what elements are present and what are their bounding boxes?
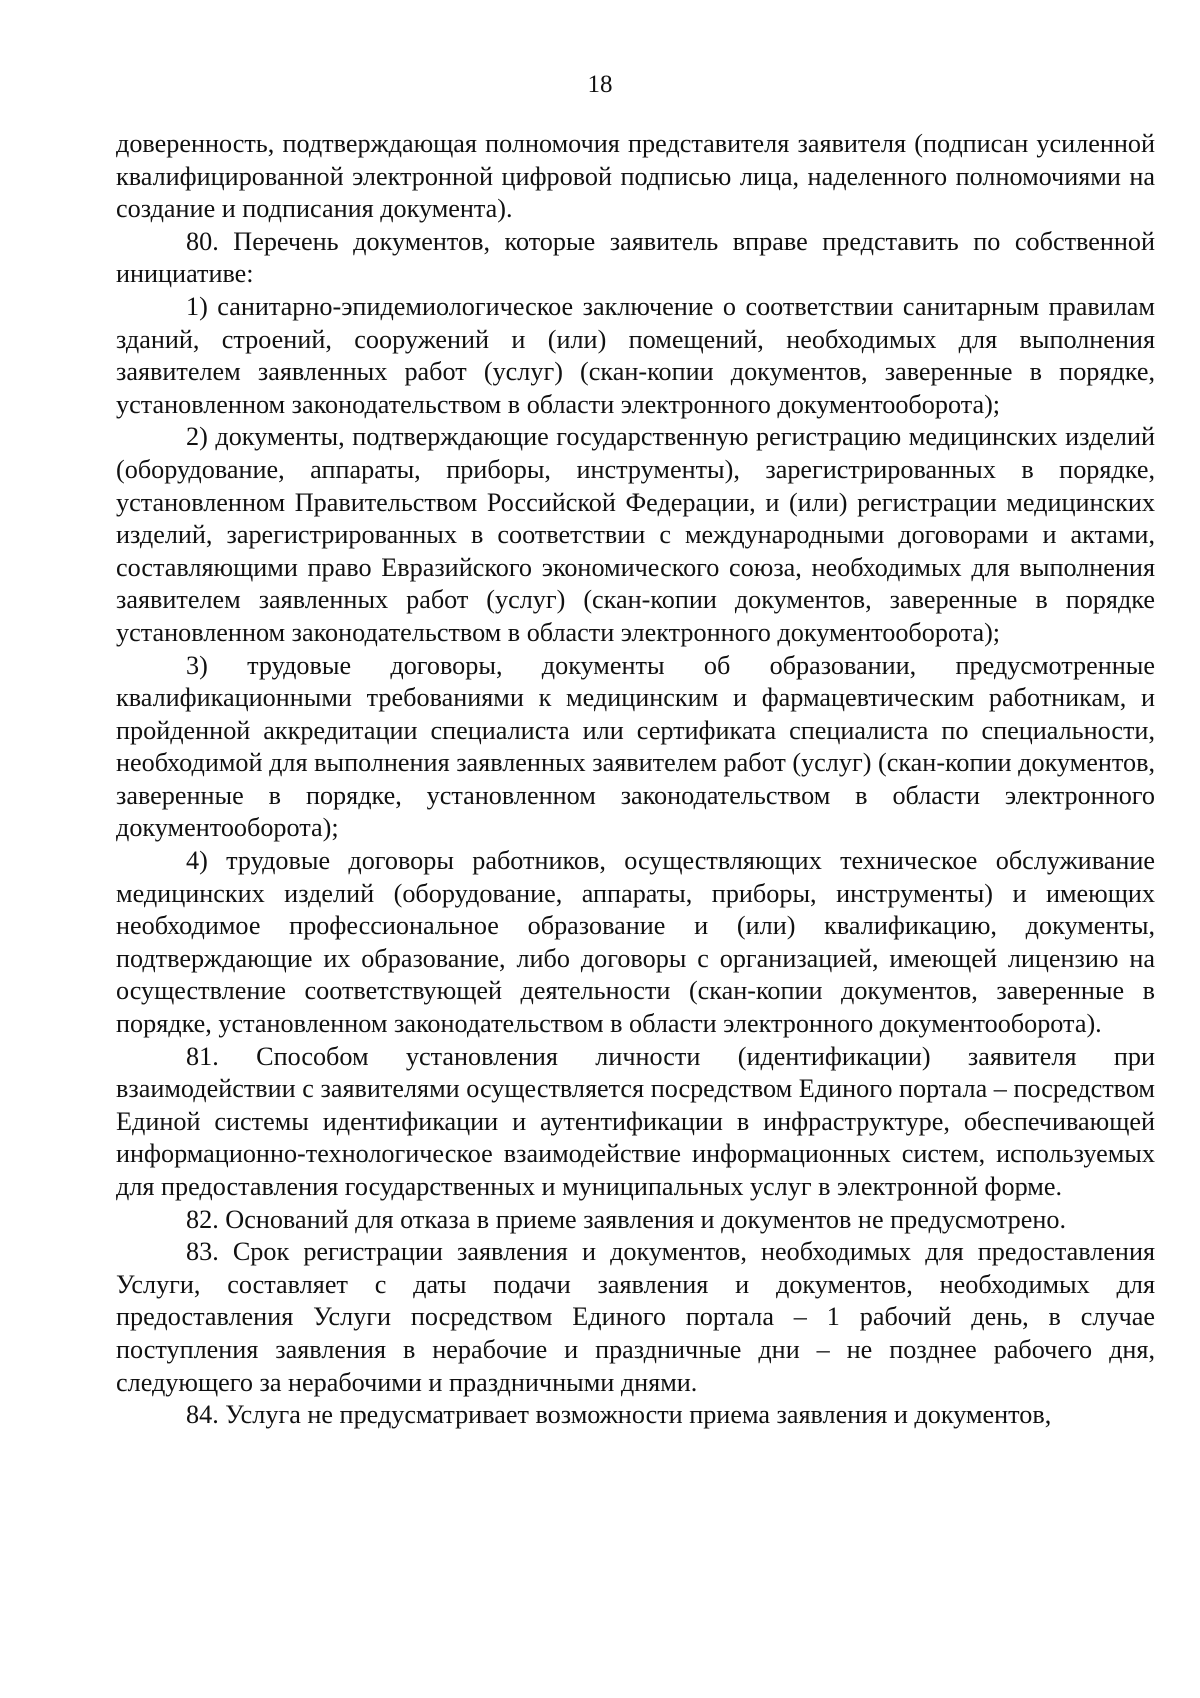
- paragraph-80-item-1: 1) санитарно-эпидемиологическое заключение о соответствии санитарным правилам зданий, строений, сооружений и (или) помещений, необходимых для выполнения заявителем заявленных работ (услуг) (скан-копии документов, заверенные в порядке, установленном законодательством в области электронного документооборота);: [116, 291, 1155, 419]
- paragraph-continuation: доверенность, подтверждающая полномочия представителя заявителя (подписан усиленной квалифицированной электронной цифровой подписью лица, наделенного полномочиями на создание и подписания документа).: [116, 129, 1155, 224]
- paragraph-84: 84. Услуга не предусматривает возможности приема заявления и документов,: [186, 1400, 1052, 1430]
- paragraph-80-item-3: 3) трудовые договоры, документы об образовании, предусмотренные квалификационными требованиями к медицинским и фармацевтическим работникам, и пройденной аккредитации специалиста или сертификата специалиста по специальности, необходимой для выполнения заявленных заявителем работ (услуг) (скан-копии документов, заверенные в порядке, установленном законодательством в области электронного документооборота);: [116, 650, 1155, 843]
- paragraph-80-item-2: 2) документы, подтверждающие государственную регистрацию медицинских изделий (оборудование, аппараты, приборы, инструменты), зарегистрированных в порядке, установленном Правительством Российской Федерации, и (или) регистрации медицинских изделий, зарегистрированных в соответствии с международными договорами и актами, составляющими право Евразийского экономического союза, необходимых для выполнения заявителем заявленных работ (услуг) (скан-копии документов, заверенные в порядке установленном законодательством в области электронного документооборота);: [116, 422, 1155, 647]
- page-number: 18: [587, 71, 613, 98]
- paragraph-81: 81. Способом установления личности (идентификации) заявителя при взаимодействии с заявителями осуществляется посредством Единого портала – посредством Единой системы идентификации и аутентификации в инфраструктуре, обеспечивающей информационно-технологическое взаимодействие информационных систем, используемых для предоставления государственных и муниципальных услуг в электронной форме.: [116, 1041, 1155, 1201]
- document-body: [116, 128, 1155, 1432]
- paragraph-82: 82. Оснований для отказа в приеме заявления и документов не предусмотрено.: [186, 1204, 1067, 1234]
- paragraph-80: 80. Перечень документов, которые заявитель вправе представить по собственной инициативе:: [116, 226, 1155, 289]
- paragraph-80-item-4: 4) трудовые договоры работников, осуществляющих техническое обслуживание медицинских изделий (оборудование, аппараты, приборы, инструменты) и имеющих необходимое профессиональное образование и (или) квалификацию, документы, подтверждающие их образование, либо договоры с организацией, имеющей лицензию на осуществление соответствующей деятельности (скан-копии документов, заверенные в порядке, установленном законодательством в области электронного документооборота).: [116, 846, 1155, 1039]
- paragraph-83: 83. Срок регистрации заявления и документов, необходимых для предоставления Услуги, составляет с даты подачи заявления и документов, необходимых для предоставления Услуги посредством Единого портала – 1 рабочий день, в случае поступления заявления в нерабочие и праздничные дни – не позднее рабочего дня, следующего за нерабочими и праздничными днями.: [116, 1237, 1155, 1397]
